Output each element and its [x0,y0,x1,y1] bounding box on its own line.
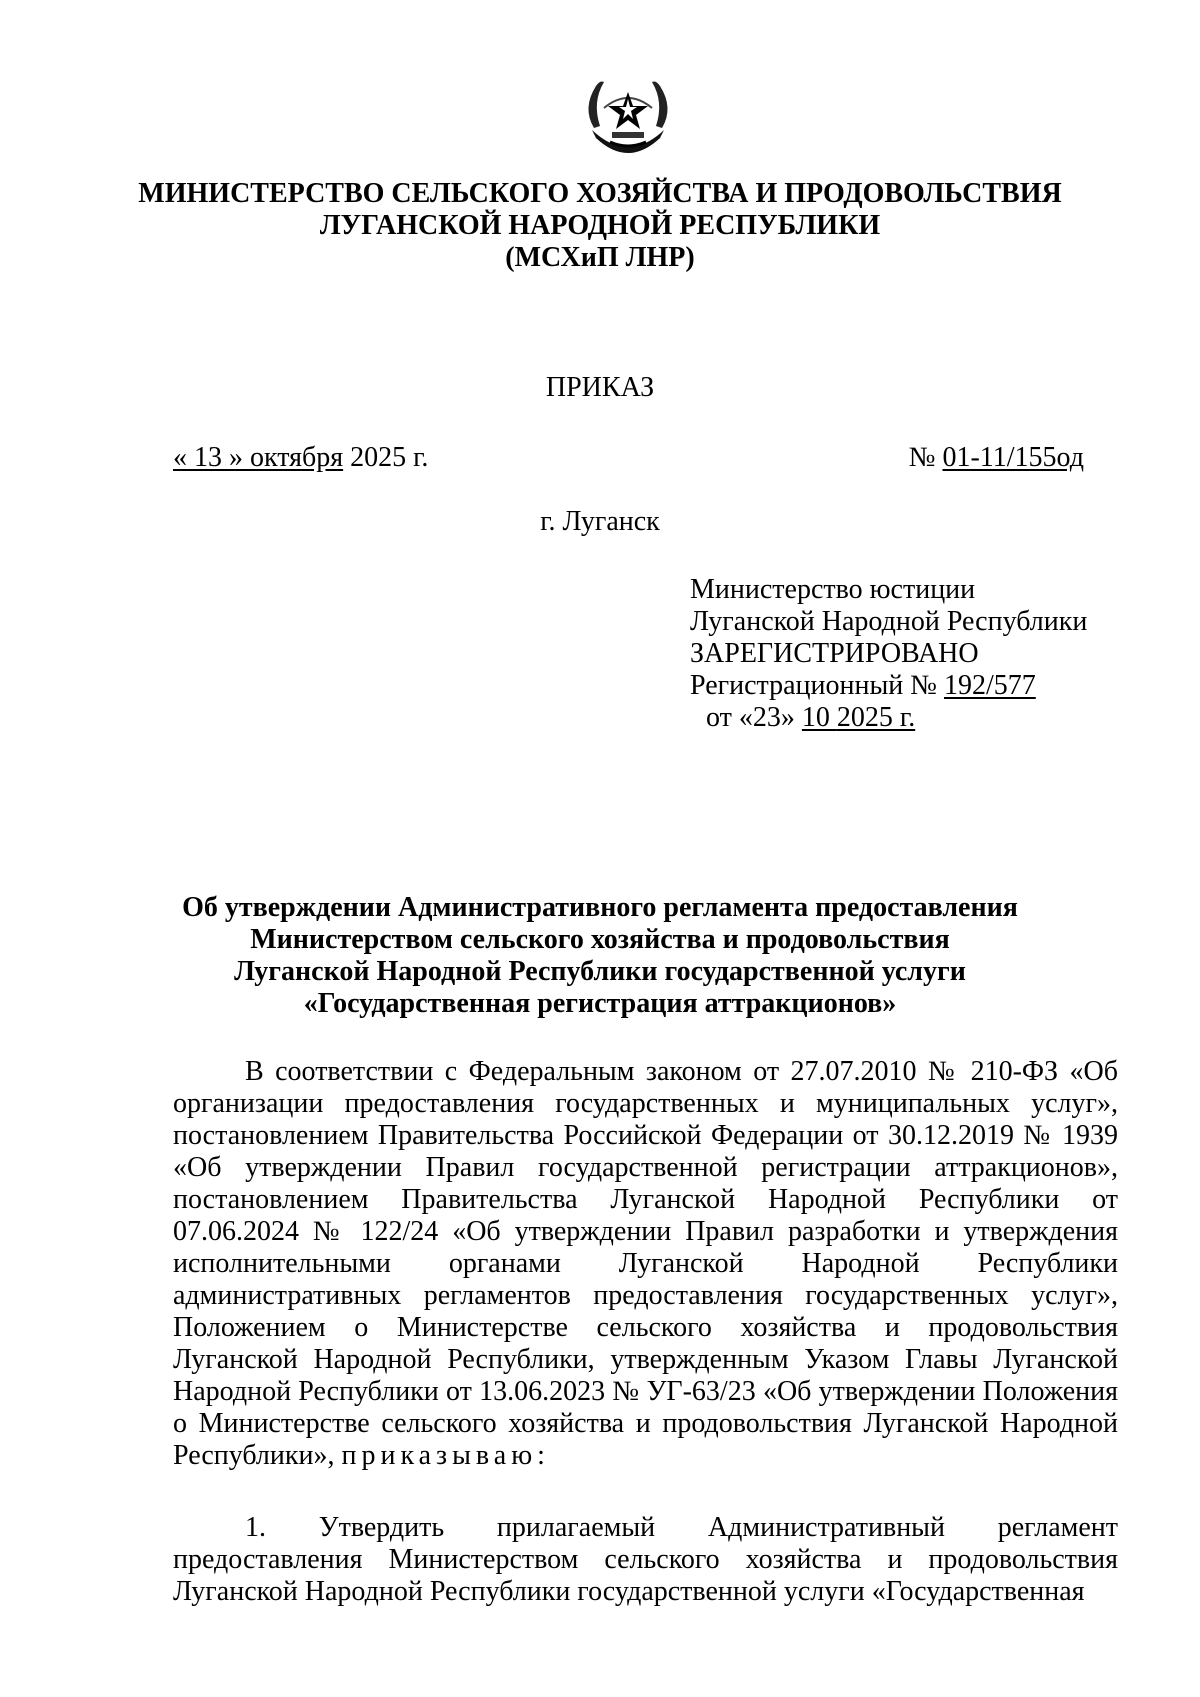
registration-number-value: 192/577 [943,670,1036,701]
document-type-title: ПРИКАЗ [545,372,655,403]
registration-line-3: ЗАРЕГИСТРИРОВАНО [690,638,979,669]
ministry-abbreviation: (МСХиП ЛНР) [505,242,695,273]
order-subject [150,892,1050,1020]
coat-of-arms-emblem [574,68,682,168]
preamble-paragraph [173,1056,1118,1472]
order-date [173,442,428,474]
ministry-name-line-1: МИНИСТЕРСТВО СЕЛЬСКОГО ХОЗЯЙСТВА И ПРОДОВОЛЬСТВИЯ [138,178,1062,209]
ministry-header [100,178,1100,274]
clause-1-text: 1. Утвердить прилагаемый Административный регламент предоставления Министерством сельского хозяйства и продовольствия Луганской Народной Республики государственной услуги «Государственная [173,1512,1118,1607]
registration-date-day: от «23» [706,702,802,733]
subject-line-4: «Государственная регистрация аттракционов» [303,988,897,1019]
order-number-value: 01-11/155од [942,442,1084,473]
registration-number [690,670,1087,702]
order-date-year: 2025 г. [343,442,429,473]
order-number [909,442,1084,474]
subject-line-1: Об утверждении Административного регламента предоставления [182,892,1018,923]
registration-date-month: 10 [801,702,837,733]
clause-1-paragraph [173,1512,1118,1608]
ministry-name-line-2: ЛУГАНСКОЙ НАРОДНОЙ РЕСПУБЛИКИ [319,210,881,241]
registration-date [690,702,1087,734]
subject-line-2: Министерством сельского хозяйства и продовольствия [250,924,950,955]
registration-stamp [690,574,1087,734]
registration-line-2: Луганской Народной Республики [690,606,1088,637]
registration-line-1: Министерство юстиции [690,574,976,605]
order-keyword: приказываю: [341,1440,550,1471]
registration-number-prefix: Регистрационный № [690,670,944,701]
subject-line-3: Луганской Народной Республики государственной услуги [234,956,966,987]
order-number-prefix: № [908,442,943,473]
registration-date-year: 2025 г. [836,702,916,733]
order-date-day: « 13 » [173,442,243,473]
preamble-text: В соответствии с Федеральным законом от 27.07.2010 № 210-ФЗ «Об организации предоставления государственных и муниципальных услуг», постановлением Правительства Российской Федерации от 30.12.2019 № 1939 «Об утверждении Правил государственной регистрации аттракционов», постановлением Правительства Луганской Народной Республики от 07.06.2024 № 122/24 «Об утверждении Правил разработки и утверждения исполнительными органами Луганской Народной Республики административных регламентов предоставления государственных услуг», Положением о Министерстве сельского хозяйства и продовольствия Луганской Народной Республики, утвержденным Указом Главы Луганской Народной Республики от 13.06.2023 № УГ-63/23 «Об утверждении Положения о Министерстве сельского хозяйства и продовольствия Луганской Народной Республики», [173,1056,1118,1471]
order-date-month: октября [243,442,344,473]
order-city: г. Луганск [540,506,660,537]
